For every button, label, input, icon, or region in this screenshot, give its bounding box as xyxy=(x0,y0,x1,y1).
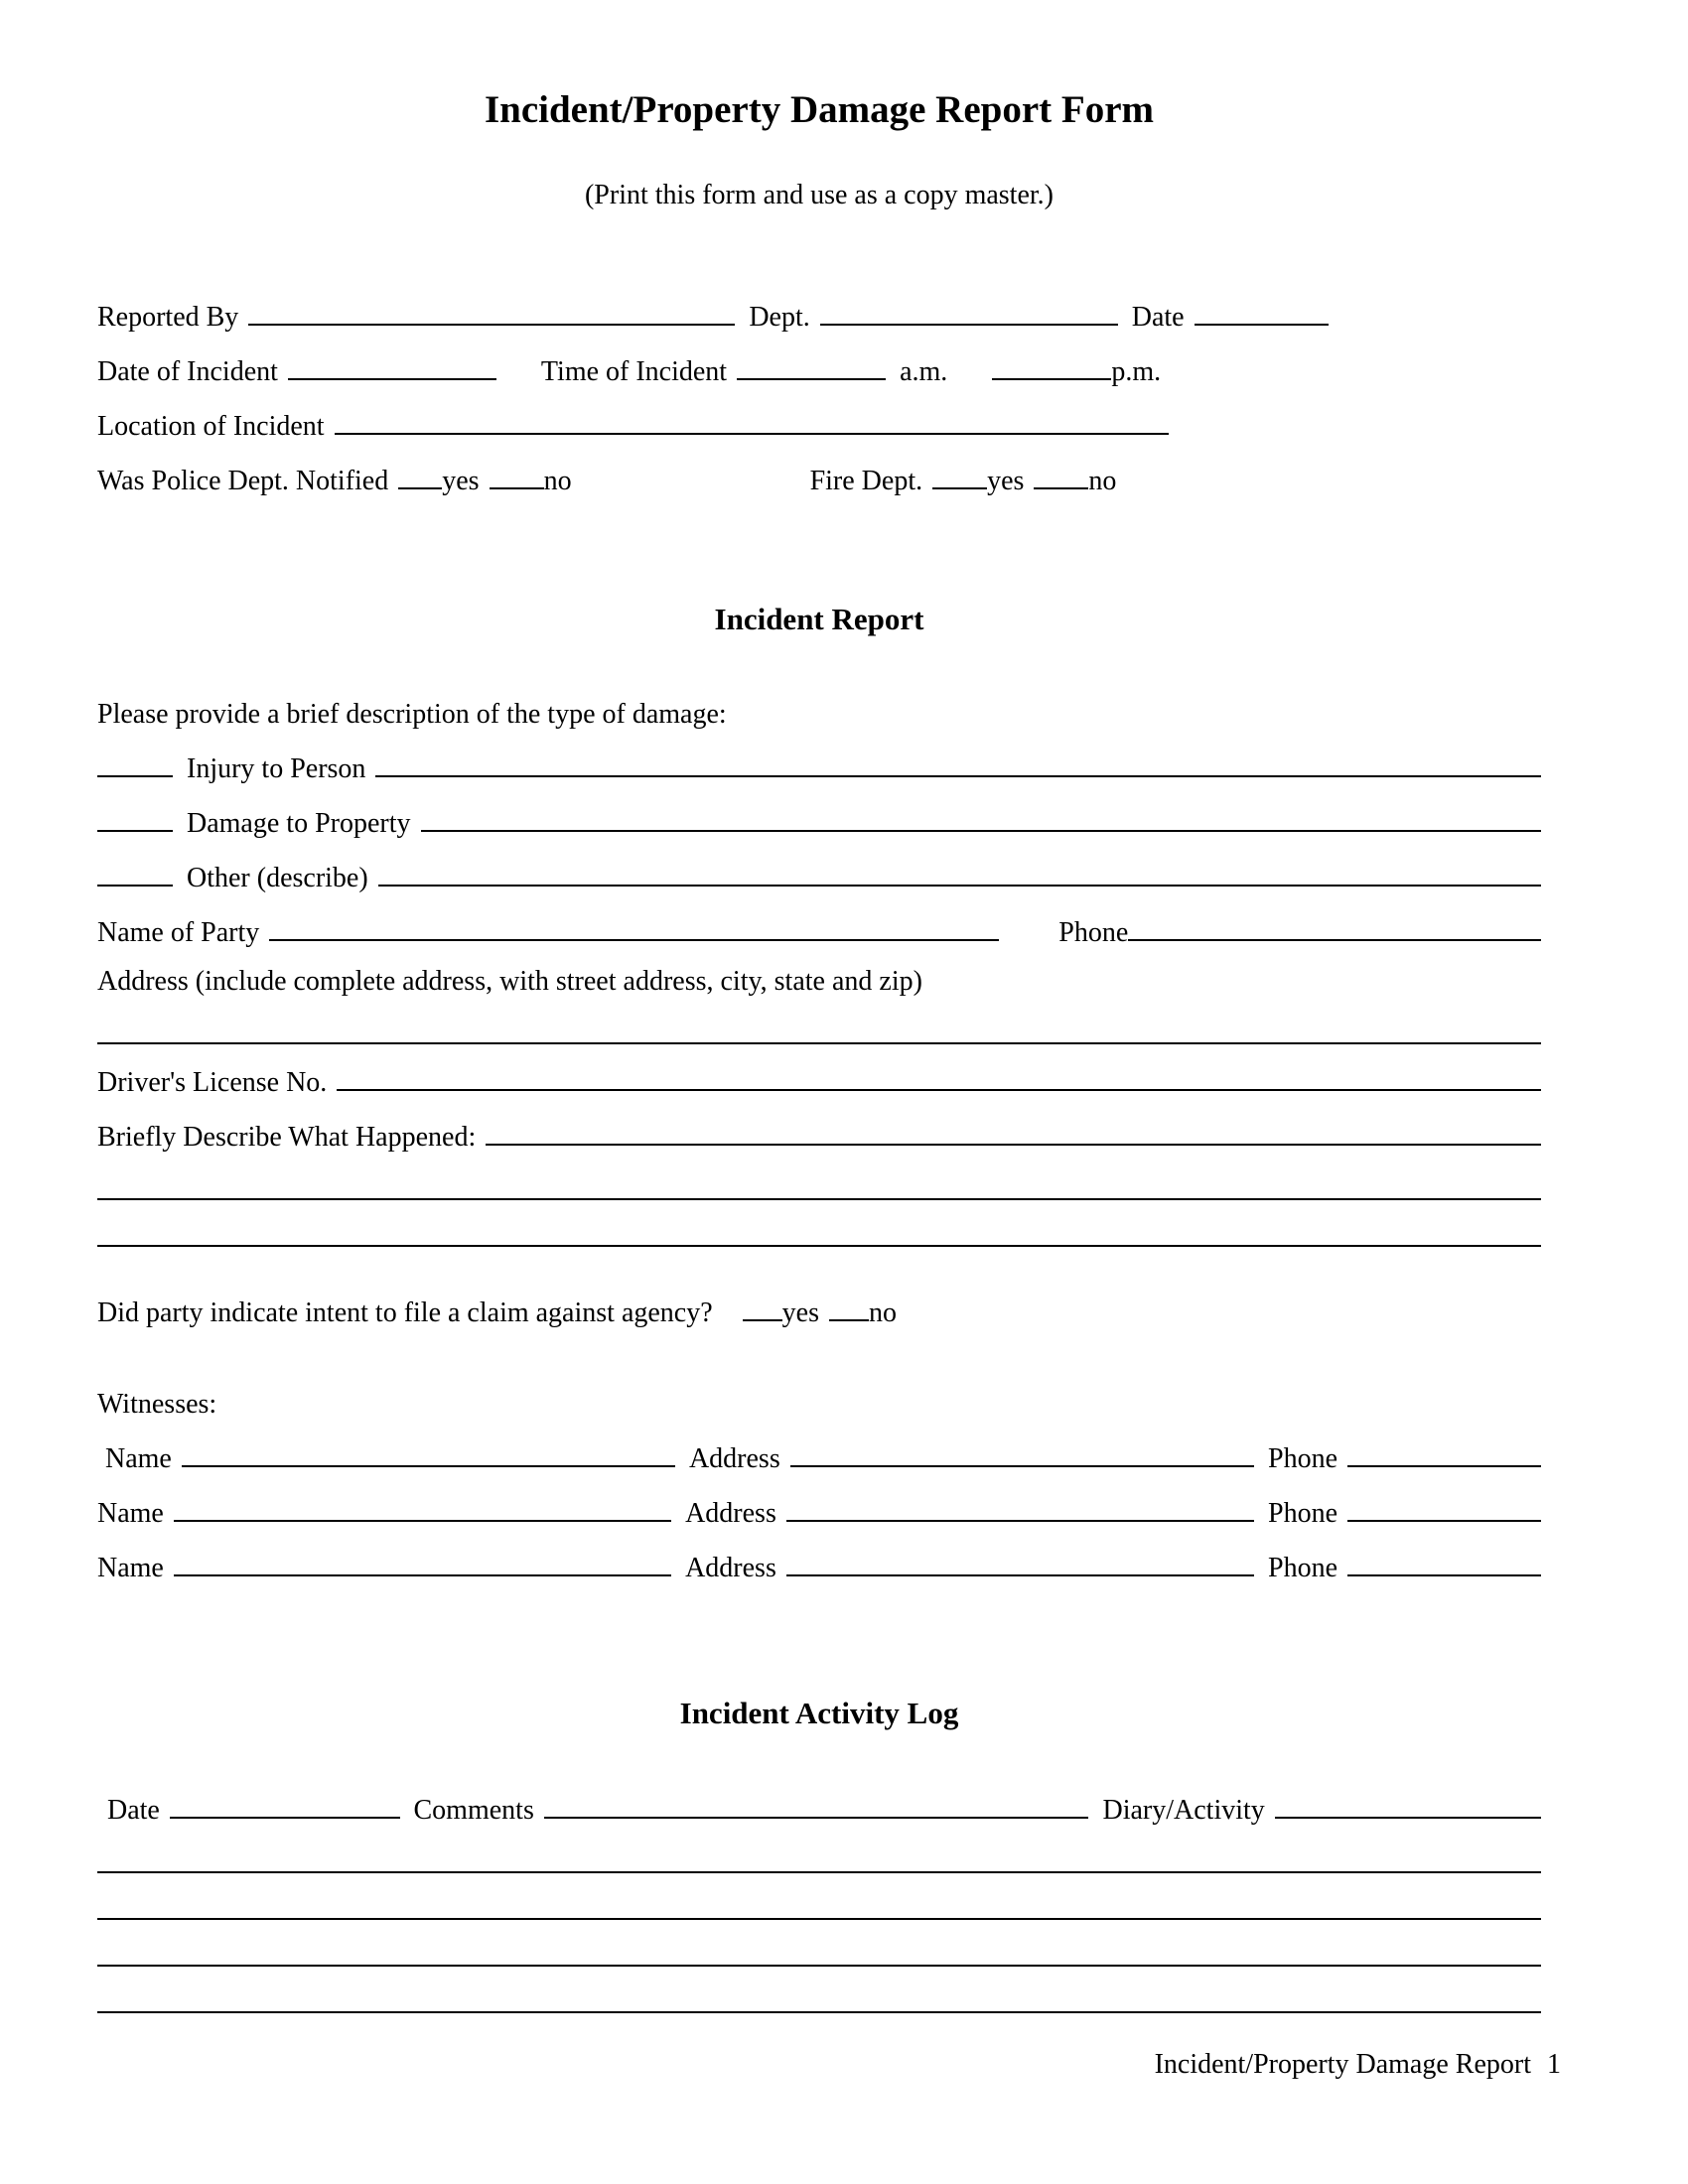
police-yes-label: yes xyxy=(442,466,480,496)
log-line-4 xyxy=(97,1983,1541,2013)
witness-row-1 xyxy=(97,1437,1541,1475)
time-of-incident-line xyxy=(737,350,886,380)
witness-name-line xyxy=(174,1492,671,1522)
witness-name-label: Name xyxy=(97,1553,164,1583)
date-label: Date xyxy=(1131,302,1185,333)
pm-line xyxy=(992,350,1111,380)
log-line-3 xyxy=(97,1937,1541,1967)
injury-check-line xyxy=(97,748,173,777)
incident-report-heading: Incident Report xyxy=(714,602,924,636)
describe-what-happened-row xyxy=(97,1116,1541,1154)
damage-to-property-line xyxy=(421,802,1542,832)
fire-no-label: no xyxy=(1088,466,1117,496)
claim-intent-row xyxy=(97,1292,1541,1329)
description-line-1 xyxy=(97,1170,1541,1200)
name-of-party-row xyxy=(97,911,1541,949)
witness-address-line xyxy=(790,1437,1254,1467)
description-blank-row-2 xyxy=(97,1217,1541,1247)
reported-by-row xyxy=(97,296,1541,334)
am-label: a.m. xyxy=(900,356,948,387)
witness-phone-line xyxy=(1347,1437,1541,1467)
description-blank-row-1 xyxy=(97,1170,1541,1200)
location-of-incident-label: Location of Incident xyxy=(97,411,325,442)
witness-phone-label: Phone xyxy=(1268,1553,1337,1583)
describe-what-happened-label: Briefly Describe What Happened: xyxy=(97,1122,477,1153)
witness-phone-label: Phone xyxy=(1268,1498,1337,1529)
log-comments-label: Comments xyxy=(413,1795,534,1826)
footer-title: Incident/Property Damage Report xyxy=(1154,2049,1531,2080)
activity-log-section xyxy=(97,1789,1541,2013)
drivers-license-label: Driver's License No. xyxy=(97,1067,328,1098)
fire-yes-line xyxy=(932,460,987,489)
date-of-incident-line xyxy=(288,350,496,380)
dept-line xyxy=(820,296,1118,326)
witness-row-3 xyxy=(97,1547,1541,1584)
date-of-incident-label: Date of Incident xyxy=(97,356,278,387)
drivers-license-line xyxy=(337,1061,1541,1091)
page-footer xyxy=(1155,2049,1561,2081)
form-title: Incident/Property Damage Report Form xyxy=(484,88,1155,131)
notified-row xyxy=(97,460,1541,497)
other-describe-line xyxy=(378,857,1541,887)
witness-name-line xyxy=(174,1547,671,1576)
police-yes-line xyxy=(398,460,442,489)
witness-address-label: Address xyxy=(685,1498,776,1529)
witness-phone-line xyxy=(1347,1492,1541,1522)
form-subtitle: (Print this form and use as a copy master.) xyxy=(584,180,1054,210)
address-blank-row xyxy=(97,1015,1541,1044)
fire-yes-label: yes xyxy=(987,466,1025,496)
date-line xyxy=(1195,296,1329,326)
log-comments-line xyxy=(544,1789,1089,1819)
injury-to-person-row xyxy=(97,748,1541,785)
witness-name-line xyxy=(182,1437,675,1467)
witness-address-line xyxy=(786,1492,1254,1522)
damage-check-line xyxy=(97,802,173,832)
witness-phone-label: Phone xyxy=(1268,1443,1337,1474)
name-of-party-line xyxy=(269,911,999,941)
fire-dept-label: Fire Dept. xyxy=(809,466,923,496)
claim-no-label: no xyxy=(868,1297,897,1328)
log-blank-row-4 xyxy=(97,1983,1541,2013)
log-diary-activity-line xyxy=(1275,1789,1541,1819)
drivers-license-row xyxy=(97,1061,1541,1099)
incident-datetime-row xyxy=(97,350,1541,388)
dept-label: Dept. xyxy=(749,302,810,333)
party-phone-label: Phone xyxy=(1058,917,1129,948)
claim-yes-label: yes xyxy=(781,1297,819,1328)
other-check-line xyxy=(97,857,173,887)
describe-what-happened-line xyxy=(486,1116,1541,1146)
description-line-2 xyxy=(97,1217,1541,1247)
address-instruction-row xyxy=(97,966,1541,998)
other-describe-row xyxy=(97,857,1541,894)
reported-by-label: Reported By xyxy=(97,302,239,333)
police-no-label: no xyxy=(543,466,572,496)
damage-type-intro-row xyxy=(97,699,1541,731)
log-blank-row-2 xyxy=(97,1890,1541,1920)
footer-page-number: 1 xyxy=(1547,2049,1561,2080)
witness-row-2 xyxy=(97,1492,1541,1530)
log-date-label: Date xyxy=(107,1795,160,1826)
log-line-1 xyxy=(97,1843,1541,1873)
damage-type-intro: Please provide a brief description of the type of damage: xyxy=(97,699,727,730)
witness-name-label: Name xyxy=(105,1443,172,1474)
pm-label: p.m. xyxy=(1111,356,1162,387)
reported-by-line xyxy=(248,296,735,326)
witness-name-label: Name xyxy=(97,1498,164,1529)
log-date-line xyxy=(170,1789,400,1819)
witness-address-line xyxy=(786,1547,1254,1576)
incident-report-section xyxy=(97,699,1541,1584)
witness-address-label: Address xyxy=(685,1553,776,1583)
damage-to-property-row xyxy=(97,802,1541,840)
claim-no-line xyxy=(829,1292,869,1321)
incident-location-row xyxy=(97,405,1541,443)
witnesses-label: Witnesses: xyxy=(97,1389,217,1420)
claim-question-label: Did party indicate intent to file a claim against agency? xyxy=(97,1297,713,1328)
injury-to-person-line xyxy=(375,748,1541,777)
log-blank-row-3 xyxy=(97,1937,1541,1967)
claim-yes-line xyxy=(743,1292,782,1321)
party-phone-line xyxy=(1128,911,1541,941)
police-no-line xyxy=(490,460,544,489)
damage-to-property-label: Damage to Property xyxy=(187,808,411,839)
witness-address-label: Address xyxy=(688,1443,780,1474)
other-describe-label: Other (describe) xyxy=(187,863,368,893)
activity-log-header-row xyxy=(97,1789,1541,1827)
header-fields-section xyxy=(97,296,1541,497)
address-instruction-label: Address (include complete address, with street address, city, state and zip) xyxy=(97,966,922,997)
name-of-party-label: Name of Party xyxy=(97,917,260,948)
activity-log-heading: Incident Activity Log xyxy=(679,1696,959,1730)
fire-no-line xyxy=(1034,460,1088,489)
time-of-incident-label: Time of Incident xyxy=(540,356,728,387)
police-notified-label: Was Police Dept. Notified xyxy=(97,466,389,496)
address-line xyxy=(97,1015,1541,1044)
log-line-2 xyxy=(97,1890,1541,1920)
log-diary-activity-label: Diary/Activity xyxy=(1102,1795,1265,1826)
log-blank-row-1 xyxy=(97,1843,1541,1873)
witness-phone-line xyxy=(1347,1547,1541,1576)
location-of-incident-line xyxy=(335,405,1169,435)
injury-to-person-label: Injury to Person xyxy=(187,753,366,784)
